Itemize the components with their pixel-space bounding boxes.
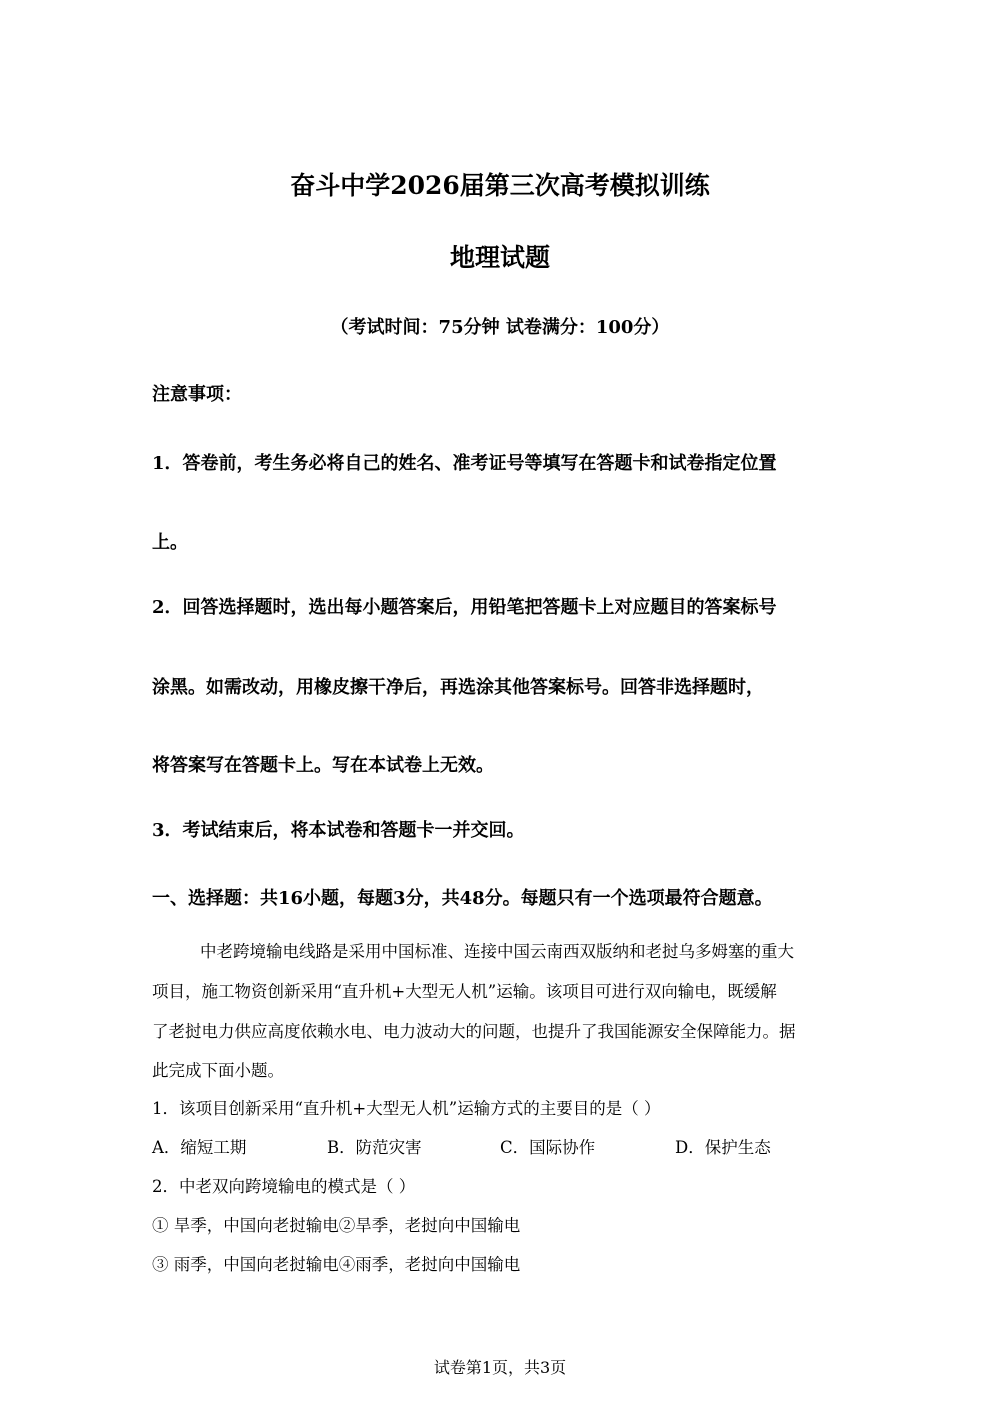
- passage-line-3: 了老挝电力供应高度依赖水电、电力波动大的问题，也提升了我国能源安全保障能力。据: [152, 1022, 796, 1041]
- question-1-option-d: D．保护生态: [675, 1138, 771, 1157]
- passage-line-1: 中老跨境输电线路是采用中国标准、连接中国云南西双版纳和老挝乌多姆塞的重大: [200, 942, 794, 961]
- exam-title: 奋斗中学2026届第三次高考模拟训练: [290, 171, 710, 200]
- question-1-option-a: A．缩短工期: [152, 1138, 247, 1157]
- notice-item-1-line-2: 上。: [152, 532, 188, 553]
- passage-line-4: 此完成下面小题。: [152, 1061, 284, 1080]
- question-1-option-b: B．防范灾害: [327, 1138, 422, 1157]
- notice-item-2-line-2: 涂黑。如需改动，用橡皮擦干净后，再选涂其他答案标号。回答非选择题时，: [152, 677, 764, 698]
- question-2-stem: 2．中老双向跨境输电的模式是（ ）: [152, 1177, 416, 1196]
- page-footer: 试卷第1页，共3页: [433, 1358, 567, 1377]
- question-2-statements-line-1: ① 旱季，中国向老挝输电②旱季，老挝向中国输电: [152, 1216, 521, 1235]
- notice-item-3: 3．考试结束后，将本试卷和答题卡一并交回。: [152, 820, 525, 841]
- exam-subject: 地理试题: [449, 243, 550, 272]
- notice-item-1-line-1: 1．答卷前，考生务必将自己的姓名、准考证号等填写在答题卡和试卷指定位置: [152, 453, 777, 474]
- exam-time-score: （考试时间：75分钟 试卷满分：100分）: [330, 317, 670, 338]
- notice-item-2-line-3: 将答案写在答题卡上。写在本试卷上无效。: [152, 755, 494, 776]
- question-1-option-c: C．国际协作: [500, 1138, 596, 1157]
- question-2-statements-line-2: ③ 雨季，中国向老挝输电④雨季，老挝向中国输电: [152, 1255, 521, 1274]
- question-1-stem: 1．该项目创新采用“直升机+大型无人机”运输方式的主要目的是（ ）: [152, 1099, 661, 1118]
- section-1-heading: 一、选择题：共16小题，每题3分，共48分。每题只有一个选项最符合题意。: [152, 888, 773, 909]
- notice-heading: 注意事项：: [152, 384, 242, 405]
- notice-item-2-line-1: 2．回答选择题时，选出每小题答案后，用铅笔把答题卡上对应题目的答案标号: [152, 597, 777, 618]
- passage-line-2: 项目，施工物资创新采用“直升机+大型无人机”运输。该项目可进行双向输电，既缓解: [152, 982, 777, 1001]
